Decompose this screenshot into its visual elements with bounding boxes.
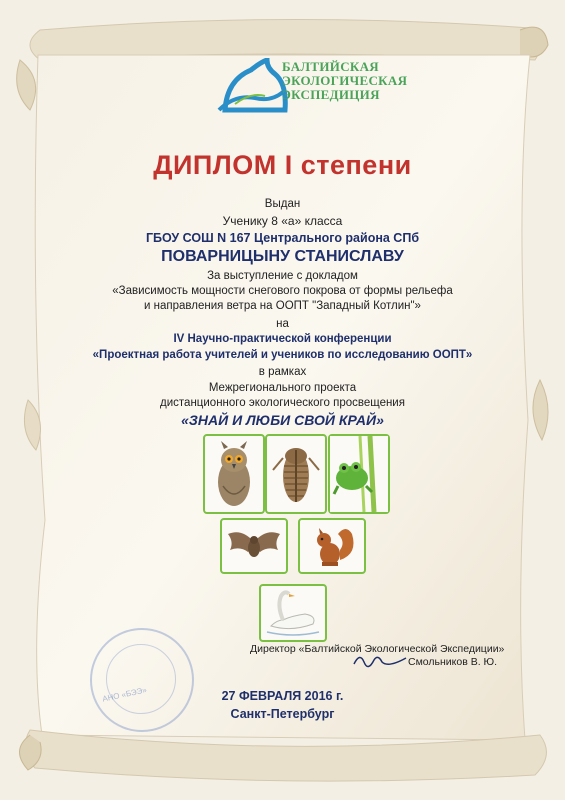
recipient-name: ПОВАРНИЦЫНУ СТАНИСЛАВУ	[161, 248, 404, 265]
director-name: Смольников В. Ю.	[408, 656, 498, 668]
frog-icon	[330, 436, 388, 512]
project-line-2: дистанционного экологического просвещения	[160, 397, 405, 409]
stamp-text: АНО «БЭЭ»	[101, 685, 148, 704]
conference-line-2: «Проектная работа учителей и учеников по исследованию ООПТ»	[92, 349, 473, 361]
squirrel-tile	[298, 518, 366, 574]
director-title: Директор «Балтийской Экологической Экспедиции»	[250, 643, 505, 655]
report-title-line-2: и направления ветра на ООПТ "Западный Котлин"»	[144, 300, 421, 312]
conference-line-1: IV Научно-практической конференции	[173, 333, 392, 345]
owl-icon	[205, 436, 263, 512]
project-line-1: Межрегионального проекта	[208, 382, 357, 394]
bat-tile	[220, 518, 288, 574]
squirrel-icon	[300, 520, 364, 572]
bat-icon	[222, 520, 286, 572]
report-title-line-1: «Зависимость мощности снегового покрова от формы рельефа	[112, 285, 453, 297]
logo-text	[282, 60, 407, 102]
swan-tile	[259, 584, 327, 642]
frog-tile	[328, 434, 390, 514]
issued-label: Выдан	[264, 198, 301, 210]
report-label: За выступление с докладом	[207, 270, 358, 282]
trilobite-icon	[267, 436, 325, 512]
logo-line-1: БАЛТИЙСКАЯ	[282, 59, 379, 74]
signature-scribble	[352, 650, 408, 674]
issue-city: Санкт-Петербург	[230, 707, 335, 721]
trilobite-tile	[265, 434, 327, 514]
student-class: Ученику 8 «а» класса	[222, 214, 343, 228]
stamp-inner-ring	[106, 644, 176, 714]
framework-label: в рамках	[258, 366, 307, 378]
issue-date: 27 ФЕВРАЛЯ 2016 г.	[221, 689, 344, 703]
school-name: ГБОУ СОШ N 167 Центрального района СПб	[145, 231, 420, 245]
swan-icon	[261, 586, 325, 640]
project-slogan: «ЗНАЙ И ЛЮБИ СВОЙ КРАЙ»	[181, 412, 384, 428]
owl-tile	[203, 434, 265, 514]
logo-line-3: ЭКСПЕДИЦИЯ	[282, 87, 380, 102]
logo-line-2: ЭКОЛОГИЧЕСКАЯ	[282, 73, 408, 88]
on-label: на	[276, 318, 289, 330]
diploma-title: ДИПЛОМ I степени	[153, 150, 412, 180]
